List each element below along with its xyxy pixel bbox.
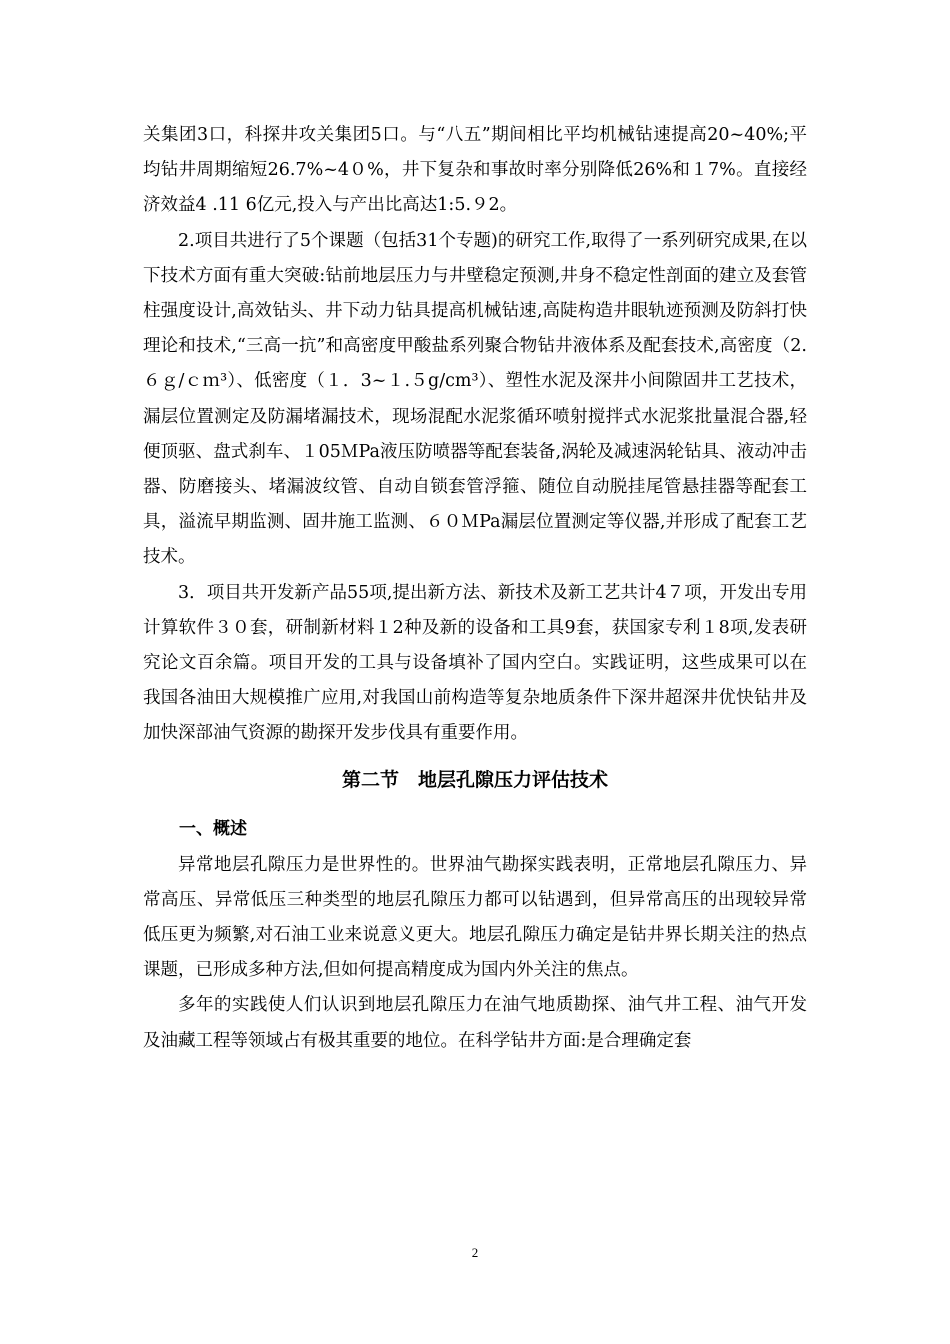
paragraph-item-3: 3．项目共开发新产品55项,提出新方法、新技术及新工艺共计4７项，开发出专用计算软件３０套，研制新材料１2种及新的设备和工具9套，获国家专利１8项,发表研究论文百余篇。项目开发的工具与设备填补了国内空白。实践证明，这些成果可以在我国各油田大规模推广应用,对我国山前构造等复杂地质条件下深井超深井优快钻井及加快深部油气资源的勘探开发步伐具有重要作用。 xyxy=(143,582,807,744)
section-title: 第二节 地层孔隙压力评估技术 xyxy=(341,768,608,791)
subheading-overview: 一、概述 xyxy=(179,818,247,839)
paragraph-continuation: 关集团3口，科探井攻关集团5口。与“八五”期间相比平均机械钻速提高20~40%;平均钻井周期缩短26.7%~4０%，井下复杂和事故时率分别降低26%和１7%。直接经济效益4 .11 6亿元,投入与产出比高达1:5.９2。 xyxy=(143,125,807,216)
paragraph-overview-2: 多年的实践使人们认识到地层孔隙压力在油气地质勘探、油气井工程、油气开发及油藏工程等领域占有极其重要的地位。在科学钻井方面:是合理确定套 xyxy=(143,995,807,1051)
paragraph-item-2: 2.项目共进行了5个课题（包括31个专题)的研究工作,取得了一系列研究成果,在以下技术方面有重大突破:钻前地层压力与井壁稳定预测,井身不稳定性剖面的建立及套管柱强度设计,高效钻头、井下动力钻具提高机械钻速,高陡构造井眼轨迹预测及防斜打快理论和技术,“三高一抗”和高密度甲酸盐系列聚合物钻井液体系及配套技术,高密度（2.６ｇ/ｃｍ³）、低密度（１．3~１.５g/cm³）、塑性水泥及深井小间隙固井工艺技术，漏层位置测定及防漏堵漏技术，现场混配水泥浆循环喷射搅拌式水泥浆批量混合器,轻便顶驱、盘式刹车、１05ＭPa液压防喷器等配套装备,涡轮及减速涡轮钻具、液动冲击器、防磨接头、堵漏波纹管、自动自锁套管浮箍、随位自动脱挂尾管悬挂器等配套工具，溢流早期监测、固井施工监测、６０ＭPa漏层位置测定等仪器,并形成了配套工艺技术。 xyxy=(143,230,807,568)
page-number: 2 xyxy=(471,1245,479,1260)
page-body xyxy=(143,118,807,1059)
paragraph-overview-1: 异常地层孔隙压力是世界性的。世界油气勘探实践表明，正常地层孔隙压力、异常高压、异常低压三种类型的地层孔隙压力都可以钻遇到，但异常高压的出现较异常低压更为频繁,对石油工业来说意义更大。地层孔隙压力确定是钻井界长期关注的热点课题，已形成多种方法,但如何提高精度成为国内外关注的焦点。 xyxy=(143,854,807,981)
